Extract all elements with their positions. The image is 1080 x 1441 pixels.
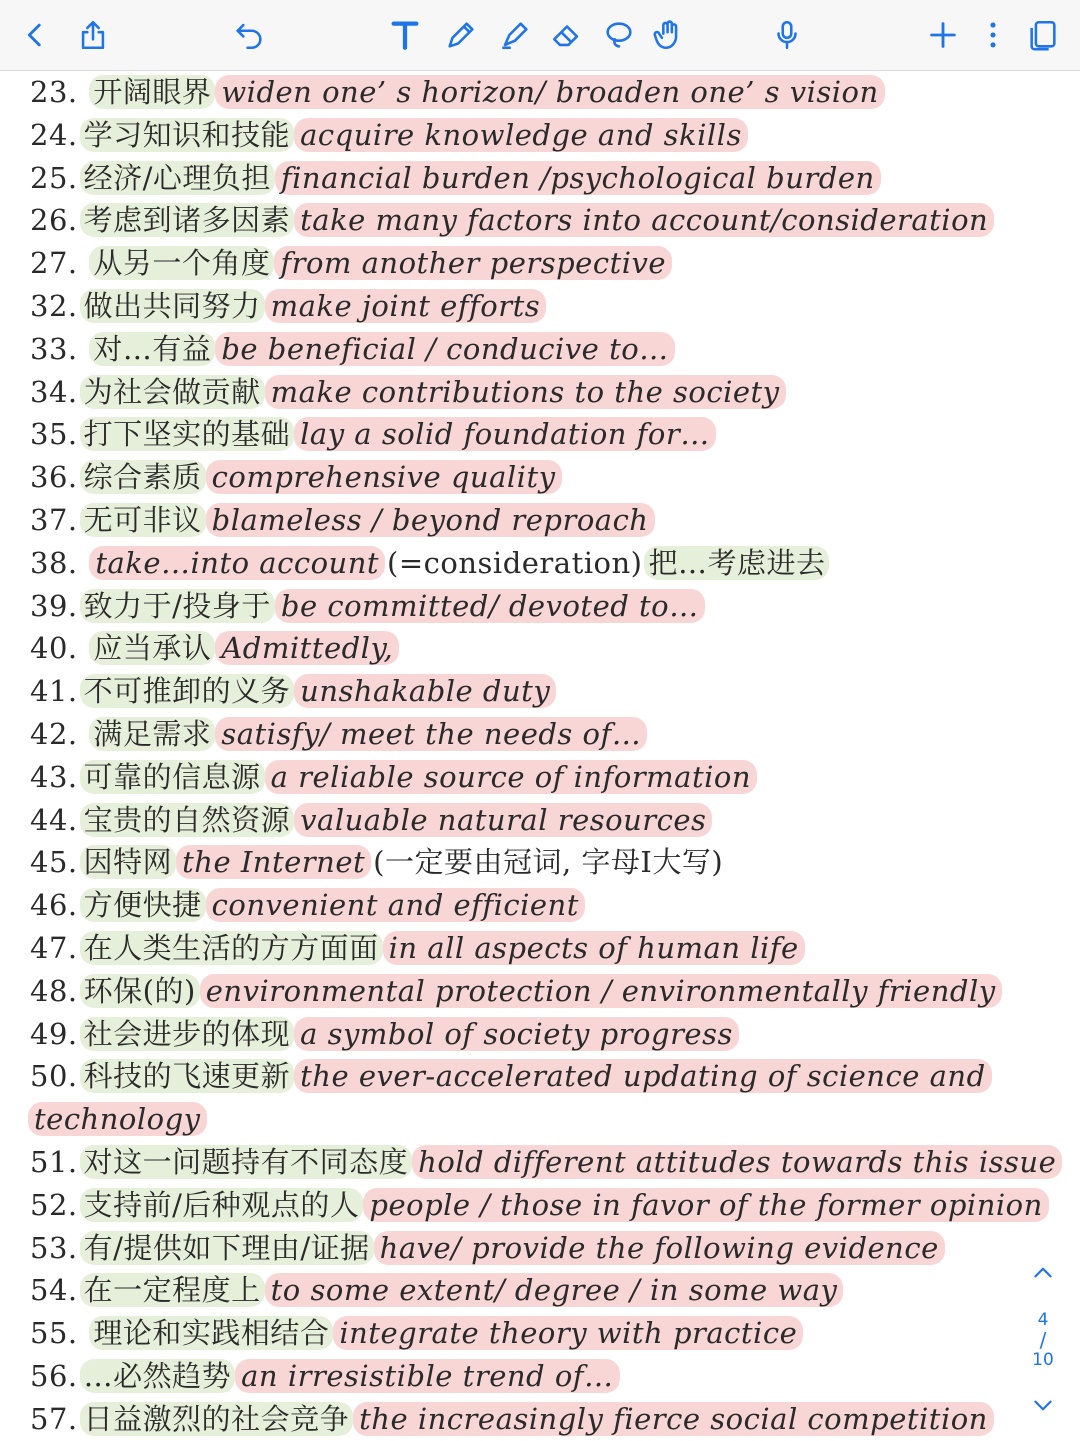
chinese-phrase: 经济/心理负担 — [80, 161, 275, 195]
notes-content — [28, 71, 1057, 1441]
page-indicator — [1018, 1262, 1068, 1432]
pages-icon[interactable] — [1024, 16, 1062, 54]
english-phrase: make contributions to the society — [265, 375, 786, 409]
add-icon[interactable] — [924, 16, 962, 54]
chinese-phrase: 把…考虑进去 — [644, 546, 829, 580]
item-number: 27. — [30, 246, 88, 281]
chinese-phrase: 因特网 — [80, 845, 177, 879]
english-phrase: financial burden /psychological burden — [275, 161, 881, 195]
english-phrase: take…into account — [89, 546, 385, 580]
page-separator: / — [1039, 1328, 1047, 1352]
more-icon[interactable] — [974, 16, 1012, 54]
note-line — [28, 1055, 1048, 1098]
item-number: 23. — [30, 75, 88, 109]
english-phrase: valuable natural resources — [294, 803, 712, 837]
chinese-phrase: 支持前/后种观点的人 — [80, 1188, 364, 1222]
chinese-phrase: 为社会做贡献 — [80, 375, 265, 409]
english-phrase: convenient and efficient — [206, 888, 585, 922]
note-line — [28, 542, 1048, 585]
english-phrase: acquire knowledge and skills — [294, 118, 748, 152]
note-line — [28, 713, 1048, 756]
item-number: 49. — [30, 1016, 78, 1051]
item-number: 26. — [30, 203, 78, 238]
chinese-phrase: 方便快捷 — [80, 888, 206, 922]
back-icon[interactable] — [16, 16, 54, 54]
note-line — [28, 799, 1048, 842]
english-phrase: the Internet — [176, 845, 371, 879]
microphone-icon[interactable] — [768, 16, 806, 54]
note-remark: (一定要由冠词, 字母I大写) — [373, 845, 724, 880]
chinese-phrase: 不可推卸的义务 — [80, 674, 295, 708]
note-line — [28, 328, 1048, 371]
english-phrase: blameless / beyond reproach — [206, 503, 655, 537]
item-number: 56. — [30, 1358, 78, 1393]
chinese-phrase: 无可非议 — [80, 503, 206, 537]
note-line — [28, 71, 1048, 114]
item-number: 42. — [30, 716, 88, 751]
eraser-icon[interactable] — [548, 16, 586, 54]
english-phrase: environmental protection / environmentally friendly — [200, 974, 1002, 1008]
item-number: 37. — [30, 502, 78, 537]
note-line — [28, 670, 1048, 713]
top-toolbar — [0, 0, 1080, 71]
item-number: 25. — [30, 160, 78, 195]
english-phrase: be beneficial / conducive to… — [215, 332, 674, 366]
chinese-phrase: 宝贵的自然资源 — [80, 803, 295, 837]
chinese-phrase: 打下坚实的基础 — [80, 417, 295, 451]
english-phrase: lay a solid foundation for… — [294, 417, 716, 451]
chinese-phrase: 满足需求 — [89, 717, 215, 751]
note-line — [28, 884, 1048, 927]
english-phrase: take many factors into account/consideration — [294, 203, 994, 237]
chinese-phrase: 理论和实践相结合 — [89, 1316, 333, 1350]
highlighter-icon[interactable] — [496, 16, 534, 54]
item-number: 33. — [30, 331, 88, 366]
note-line — [28, 499, 1048, 542]
item-number: 53. — [30, 1230, 78, 1265]
item-number: 52. — [30, 1187, 78, 1222]
note-line — [28, 1312, 1048, 1355]
item-number: 35. — [30, 417, 78, 452]
chinese-phrase: 环保(的) — [80, 974, 200, 1008]
note-line — [28, 114, 1048, 157]
english-phrase: from another perspective — [274, 246, 672, 280]
chinese-phrase: 对这一问题持有不同态度 — [80, 1145, 413, 1179]
chinese-phrase: 学习知识和技能 — [80, 118, 295, 152]
pen-icon[interactable] — [442, 16, 480, 54]
english-phrase: a symbol of society progress — [294, 1017, 739, 1051]
english-phrase: make joint efforts — [265, 289, 547, 323]
note-line — [28, 927, 1048, 970]
item-number: 57. — [30, 1401, 78, 1436]
english-phrase: Admittedly, — [215, 631, 399, 665]
item-number: 48. — [30, 973, 78, 1008]
note-line — [28, 413, 1048, 456]
text-tool-icon[interactable] — [386, 16, 424, 54]
item-number: 55. — [30, 1316, 88, 1351]
item-number: 38. — [30, 545, 88, 580]
chinese-phrase: 应当承认 — [89, 631, 215, 665]
chevron-down-icon[interactable] — [1030, 1396, 1056, 1416]
chinese-phrase: 在一定程度上 — [80, 1273, 265, 1307]
note-line — [28, 1098, 1048, 1141]
note-line — [28, 1355, 1048, 1398]
chinese-phrase: 社会进步的体现 — [80, 1017, 295, 1051]
item-number: 43. — [30, 759, 78, 794]
chinese-phrase: 致力于/投身于 — [80, 589, 275, 623]
english-phrase: unshakable duty — [294, 674, 556, 708]
note-line — [28, 585, 1048, 628]
item-number: 32. — [30, 288, 78, 323]
chevron-up-icon[interactable] — [1030, 1262, 1056, 1282]
item-number: 34. — [30, 374, 78, 409]
chinese-phrase: 开阔眼界 — [89, 75, 215, 109]
chinese-phrase: 综合素质 — [80, 460, 206, 494]
chinese-phrase: 做出共同努力 — [80, 289, 265, 323]
item-number: 45. — [30, 845, 78, 880]
english-phrase: hold different attitudes towards this issue — [412, 1145, 1062, 1179]
note-line — [28, 242, 1048, 285]
item-number: 36. — [30, 460, 78, 495]
chinese-phrase: 可靠的信息源 — [80, 760, 265, 794]
note-line — [28, 1013, 1048, 1056]
undo-icon[interactable] — [230, 16, 268, 54]
current-page: 4 — [1037, 1310, 1049, 1330]
chinese-phrase: 对…有益 — [89, 332, 215, 366]
chinese-phrase: …必然趋势 — [80, 1359, 236, 1393]
english-phrase: the ever-accelerated updating of science and — [294, 1059, 992, 1093]
item-number: 50. — [30, 1059, 78, 1094]
chinese-phrase: 考虑到诸多因素 — [80, 203, 295, 237]
english-phrase: comprehensive quality — [206, 460, 562, 494]
english-phrase: technology — [28, 1102, 207, 1136]
note-line — [28, 285, 1048, 328]
note-line — [28, 841, 1048, 884]
note-remark: (=consideration) — [387, 545, 643, 580]
lasso-icon[interactable] — [600, 16, 638, 54]
item-number: 54. — [30, 1273, 78, 1308]
item-number: 24. — [30, 117, 78, 152]
note-line — [28, 371, 1048, 414]
note-line — [28, 970, 1048, 1013]
english-phrase: have/ provide the following evidence — [374, 1231, 945, 1265]
note-line — [28, 1269, 1048, 1312]
english-phrase: widen one’ s horizon/ broaden one’ s vision — [215, 75, 884, 109]
item-number: 51. — [30, 1144, 78, 1179]
item-number: 39. — [30, 588, 78, 623]
chinese-phrase: 在人类生活的方方面面 — [80, 931, 383, 965]
note-line — [28, 1141, 1057, 1184]
note-line — [28, 199, 1048, 242]
english-phrase: an irresistible trend of… — [235, 1359, 619, 1393]
note-line — [28, 1398, 1048, 1441]
english-phrase: people / those in favor of the former opinion — [363, 1188, 1048, 1222]
chinese-phrase: 有/提供如下理由/证据 — [80, 1231, 374, 1265]
item-number: 44. — [30, 802, 78, 837]
item-number: 40. — [30, 631, 88, 666]
english-phrase: be committed/ devoted to… — [275, 589, 705, 623]
hand-draw-icon[interactable] — [650, 16, 688, 54]
item-number: 41. — [30, 674, 78, 709]
chinese-phrase: 日益激烈的社会竞争 — [80, 1402, 354, 1436]
item-number: 46. — [30, 888, 78, 923]
chinese-phrase: 从另一个角度 — [89, 246, 274, 280]
item-number: 47. — [30, 930, 78, 965]
note-line — [28, 1227, 1048, 1270]
note-line — [28, 1184, 1048, 1227]
english-phrase: to some extent/ degree / in some way — [265, 1273, 844, 1307]
note-line — [28, 627, 1048, 670]
english-phrase: satisfy/ meet the needs of… — [215, 717, 647, 751]
total-pages: 10 — [1032, 1350, 1054, 1370]
english-phrase: the increasingly fierce social competition — [353, 1402, 994, 1436]
note-line — [28, 756, 1048, 799]
share-icon[interactable] — [74, 16, 112, 54]
english-phrase: integrate theory with practice — [333, 1316, 803, 1350]
chinese-phrase: 科技的飞速更新 — [80, 1059, 295, 1093]
english-phrase: a reliable source of information — [265, 760, 757, 794]
english-phrase: in all aspects of human life — [383, 931, 805, 965]
note-line — [28, 157, 1048, 200]
note-line — [28, 456, 1048, 499]
